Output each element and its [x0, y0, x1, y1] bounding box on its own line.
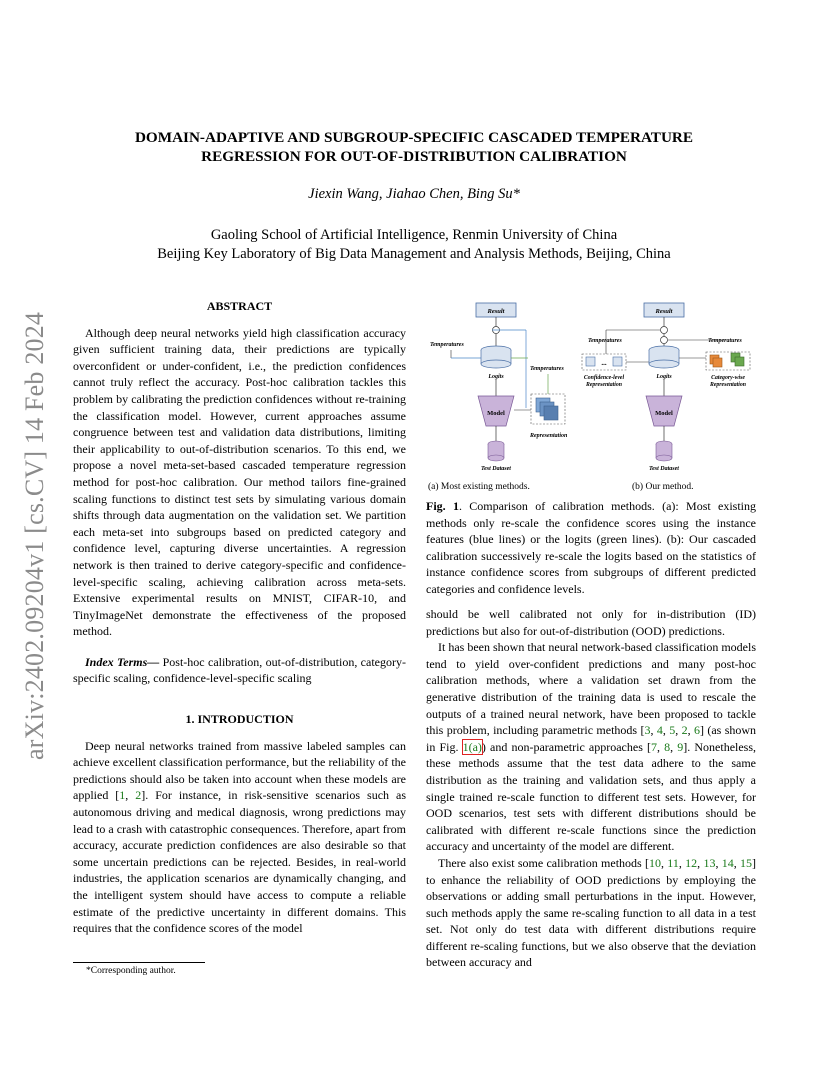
temperatures-label-2: Temperatures — [530, 366, 564, 372]
logits-label: Logits — [488, 374, 504, 380]
arxiv-stamp — [20, 290, 50, 760]
text-b: ] to enhance the reliability of OOD predictions by employing the observations or adding small perturbations in the input. However, such methods apply the same re-scaling function to all data in a test set. Not only do test data with different distributions require different re-scaling functions, but we also observe that the deviation between accuracy and — [426, 855, 757, 970]
citation-separator: , — [733, 855, 741, 870]
citation-separator: , — [687, 723, 694, 738]
citation-link[interactable]: 6 — [693, 723, 700, 738]
logits-cylinder — [481, 360, 511, 368]
authors: Jiexin Wang, Jiahao Chen, Bing Su* — [308, 186, 520, 202]
footnote-rule — [73, 962, 205, 963]
citation-link[interactable]: 8 — [664, 739, 671, 754]
logits-label: Logits — [656, 374, 672, 380]
index-terms-text: Post-hoc calibration, out-of-distribution, category-specific scaling, confidence-level-specific scaling — [73, 654, 406, 686]
citation-link[interactable]: 13 — [703, 855, 716, 870]
citation-link[interactable]: 2 — [681, 723, 688, 738]
abstract-heading: ABSTRACT — [206, 299, 273, 313]
citation-link[interactable]: 3 — [644, 723, 651, 738]
cat-rep-line-2: Representation — [709, 382, 747, 388]
intro-text-b: ]. For instance, in risk-sensitive scenarios such as autonomous driving and medical diagnosis, wrong predictions may lead to a crash with catastrophic consequences. Therefore, apart from accuracy, accurate prediction confidences are also desirable so that some uncertain predictions can be rejected. Besides, in real-world industries, the application scenarios are dynamically changing, and the intelligent system should have access to compute a reliable estimate of the predictive uncertainty in different domains. This requires that the confidence scores of the model — [73, 788, 406, 936]
citation-link[interactable]: 1 — [119, 788, 126, 803]
text-e: ]. Nonetheless, these methods assume that the test data adhere to the same distribution as the training and validation sets, and thus apply a single trained re-scale function to different test sets. However, for OOD scenarios, test sets with different distributions should be calibrated with different re-scale functions since the prediction accuracy and uncertainty of the model are different. — [426, 739, 757, 854]
title-line-1: DOMAIN-ADAPTIVE AND SUBGROUP-SPECIFIC CASCADED TEMPERATURE — [134, 129, 694, 146]
citation-separator: , — [662, 723, 670, 738]
result-label: Result — [487, 308, 505, 315]
citation-link[interactable]: 9 — [677, 739, 684, 754]
citation-separator: , — [715, 855, 722, 870]
test-dataset-label: Test Dataset — [649, 466, 679, 472]
conf-rep-line-1: Confidence-level — [583, 375, 625, 381]
multiply-node-2 — [661, 337, 668, 344]
logits-cylinder — [649, 360, 679, 368]
diagram-right — [582, 303, 750, 472]
model-label: Model — [487, 410, 505, 417]
citation-separator: , — [650, 723, 657, 738]
citation-separator: , — [661, 855, 668, 870]
temperatures-label-2: Temperatures — [708, 338, 742, 344]
test-dataset-cylinder — [488, 455, 504, 461]
paper-title — [60, 128, 768, 166]
citation-link[interactable]: 7 — [651, 739, 657, 754]
left-column — [73, 298, 406, 937]
caption-text: . Comparison of calibration methods. (a): Most existing methods only re-scale the confidence scores using the instance features (blue lines) or the logits (green lines). (b): Our cascaded calibration successively re-scale the logits based on the statistics of instance confidence scores from subgroups of different predicted categories and confidence levels. — [426, 499, 756, 596]
index-terms — [73, 654, 406, 687]
figure-diagram — [426, 298, 756, 480]
figure-caption — [426, 498, 756, 598]
intro-heading: 1. INTRODUCTION — [185, 712, 294, 727]
multiply-node — [661, 327, 668, 334]
citation-separator: , — [125, 788, 136, 803]
citation-link[interactable]: 11 — [667, 855, 679, 870]
citation-link[interactable]: 15 — [740, 855, 753, 870]
intro-paragraph — [73, 738, 406, 937]
ellipsis: ... — [601, 359, 607, 367]
title-line-2: REGRESSION FOR OUT-OF-DISTRIBUTION CALIBRATION — [201, 148, 627, 165]
result-label: Result — [655, 308, 673, 315]
continued-paragraph: should be well calibrated not only for in-distribution (ID) predictions but also for out-of-distribution (OOD) predictions. — [426, 607, 756, 638]
conf-rep-line-2: Representation — [585, 382, 623, 388]
affiliation-line-1: Gaoling School of Artificial Intelligence, Renmin University of China — [210, 227, 618, 243]
citation-separator: , — [678, 855, 686, 870]
index-terms-label: Index Terms— — [85, 654, 160, 669]
affiliation-line-2: Beijing Key Laboratory of Big Data Management and Analysis Methods, Beijing, China — [157, 246, 671, 262]
test-dataset-cylinder — [656, 455, 672, 461]
citation-separator: , — [657, 739, 665, 754]
text-a: There also exist some calibration methods [ — [438, 855, 649, 870]
paragraph-related-work — [426, 639, 756, 855]
affiliation — [60, 226, 768, 264]
citation-link[interactable]: 14 — [721, 855, 734, 870]
diagram-left — [430, 303, 568, 472]
model-label: Model — [655, 410, 673, 417]
arxiv-stamp-text[interactable]: arXiv:2402.09204v1 [cs.CV] 14 Feb 2024 — [20, 311, 49, 760]
citation-separator: , — [670, 739, 678, 754]
temperatures-label: Temperatures — [588, 338, 622, 344]
subcaption-a: (a) Most existing methods. — [428, 482, 530, 492]
citation-link[interactable]: 10 — [649, 855, 661, 870]
temperatures-label: Temperatures — [430, 342, 464, 348]
citation-link[interactable]: 4 — [656, 723, 663, 738]
text-b: ] (as shown in Fig. — [426, 723, 757, 754]
right-column — [426, 606, 756, 971]
text-c: ) and non-parametric approaches [ — [481, 739, 651, 754]
cat-rep-line-1: Category-wise — [711, 375, 745, 381]
figure-ref-link[interactable]: 1(a) — [462, 739, 482, 754]
representation-label: Representation — [530, 433, 568, 439]
paragraph-ood-methods — [426, 855, 756, 971]
figure-1 — [426, 298, 756, 494]
citation-link[interactable]: 5 — [669, 723, 676, 738]
intro-text-a: Deep neural networks trained from massive labeled samples can achieve excellent classification performance, but the reliability of the predictions should also be taken into account when these models are applied [ — [73, 738, 406, 803]
text-a: It has been shown that neural network-based classification models tend to yield over-confident predictions and many post-hoc calibration methods, where a validation set drawn from the generative distribution of the training data is used to rescale the outputs of a trained neural network, have been proposed to tackle this problem, including parametric methods [ — [426, 640, 756, 738]
footnote: *Corresponding author. — [86, 966, 176, 976]
citation-link[interactable]: 2 — [135, 788, 142, 803]
test-dataset-label: Test Dataset — [481, 466, 511, 472]
subcaption-b: (b) Our method. — [632, 482, 694, 492]
caption-label: Fig. 1 — [426, 499, 459, 513]
citation-separator: , — [697, 855, 704, 870]
citation-link[interactable]: 12 — [685, 855, 698, 870]
abstract-text: Although deep neural networks yield high classification accuracy given sufficient training data, their predictions are typically overconfident or under-confident, i.e., the prediction confidences cannot truly reflect the accuracy. Post-hoc calibration tackles this problem by calibrating the prediction confidences without re-training the classification model. However, current approaches assume congruence between test and validation data distributions, limiting their applicability to out-of-distribution scenarios. To this end, we propose a novel meta-set-based cascaded temperature regression method for post-hoc calibration. Our method tailors fine-grained scaling functions to distinct test sets by simulating various domain shifts through data augmentation on the validation set. We partition each meta-set into subgroups based on predicted category and confidence level, capturing diverse uncertainties. A regression network is then trained to derive category-specific and confidence-level-specific scaling, achieving calibration across meta-sets. Extensive experimental results on MNIST, CIFAR-10, and TinyImageNet demonstrate the effectiveness of the proposed method. — [73, 325, 406, 639]
citation-separator: , — [675, 723, 682, 738]
